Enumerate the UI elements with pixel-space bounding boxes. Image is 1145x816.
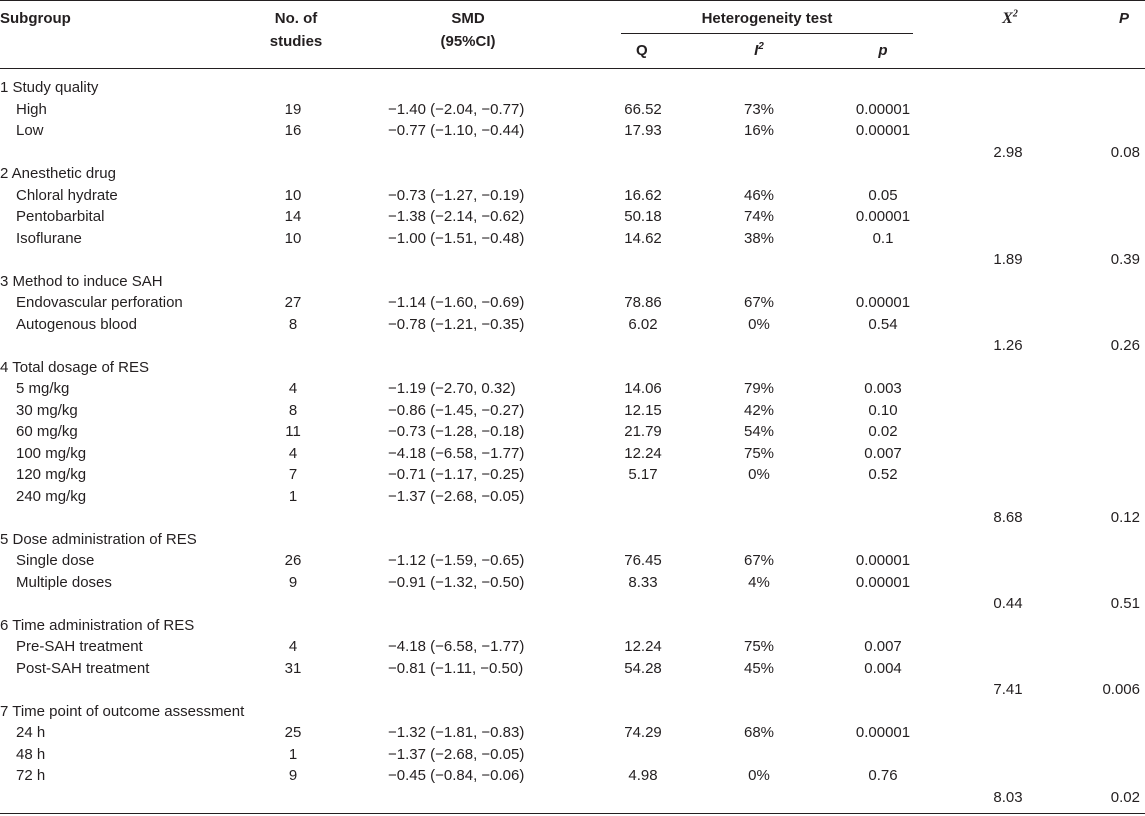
table-header <box>0 0 1145 68</box>
cell-smd: −1.37 (−2.68, −0.05) <box>388 745 525 763</box>
table-bottom-rule <box>0 813 1145 814</box>
cell-studies: 9 <box>288 767 298 784</box>
cell-chi2: 1.26 <box>993 337 1023 354</box>
subgroup-label: Endovascular perforation <box>16 294 183 311</box>
table-row <box>0 638 1145 660</box>
cell-q: 12.24 <box>624 638 662 655</box>
cell-i2: 68% <box>743 724 775 741</box>
cell-studies: 10 <box>284 229 302 247</box>
subgroup-label: 48 h <box>16 745 46 763</box>
group-label: 6 Time administration of RES <box>0 616 195 634</box>
cell-studies: 4 <box>288 444 298 462</box>
cell-q: 50.18 <box>624 208 662 225</box>
cell-p: 0.00001 <box>855 100 911 118</box>
cell-studies: 1 <box>288 487 298 505</box>
cell-i2: 0% <box>748 315 770 333</box>
cell-q: 12.24 <box>624 444 662 462</box>
subgroup-label: Post-SAH treatment <box>16 659 150 677</box>
col-studies-header-line1: No. of <box>274 10 318 27</box>
cell-studies: 14 <box>284 208 302 225</box>
col-q-header: Q <box>636 42 648 59</box>
col-x2-header: $X^2$ <box>1002 8 1018 27</box>
cell-smd: −0.86 (−1.45, −0.27) <box>388 401 525 419</box>
table-row <box>0 122 1145 144</box>
table-row <box>0 101 1145 123</box>
subgroup-label: 72 h <box>16 767 46 784</box>
chi-square-row <box>0 595 1145 617</box>
cell-q: 54.28 <box>624 659 662 677</box>
cell-i2: 45% <box>743 659 775 677</box>
cell-studies: 31 <box>284 659 302 677</box>
cell-q: 8.33 <box>628 573 658 591</box>
cell-studies: 26 <box>284 552 302 569</box>
cell-studies: 27 <box>284 294 302 311</box>
col-heterogeneity-header: Heterogeneity test <box>701 10 833 27</box>
col-smd-header-line1: SMD <box>451 10 485 27</box>
cell-smd: −0.91 (−1.32, −0.50) <box>388 573 525 591</box>
cell-p: 0.10 <box>868 401 898 419</box>
cell-smd: −1.14 (−1.60, −0.69) <box>388 294 525 311</box>
cell-smd: −1.38 (−2.14, −0.62) <box>388 208 525 225</box>
col-smd-header-line2: (95%CI) <box>440 33 496 50</box>
cell-p: 0.003 <box>864 380 902 397</box>
cell-P: 0.51 <box>1110 595 1140 612</box>
subgroup-label: 100 mg/kg <box>16 444 87 462</box>
subgroup-label: 24 h <box>16 724 46 741</box>
cell-p: 0.007 <box>864 638 902 655</box>
table-row <box>0 466 1145 488</box>
cell-chi2: 8.68 <box>993 509 1023 526</box>
cell-studies: 10 <box>284 186 302 204</box>
cell-studies: 9 <box>288 573 298 591</box>
cell-smd: −0.45 (−0.84, −0.06) <box>388 767 525 784</box>
cell-p: 0.00001 <box>855 122 911 139</box>
cell-i2: 4% <box>748 573 770 591</box>
cell-P: 0.26 <box>1110 337 1140 354</box>
cell-smd: −1.40 (−2.04, −0.77) <box>388 100 525 118</box>
cell-studies: 8 <box>288 401 298 419</box>
cell-p: 0.00001 <box>855 724 911 741</box>
cell-q: 4.98 <box>628 767 658 784</box>
cell-smd: −1.19 (−2.70, 0.32) <box>388 380 516 397</box>
header-bottom-rule <box>0 68 1145 69</box>
cell-smd: −1.00 (−1.51, −0.48) <box>388 229 525 247</box>
cell-i2: 0% <box>748 767 770 784</box>
col-p-header: p <box>878 42 888 59</box>
cell-i2: 67% <box>743 552 775 569</box>
subgroup-label: 30 mg/kg <box>16 401 78 419</box>
cell-studies: 8 <box>288 315 298 333</box>
cell-studies: 25 <box>284 724 302 741</box>
subgroup-label: Multiple doses <box>16 573 112 591</box>
cell-i2: 46% <box>743 186 775 204</box>
table-row <box>0 316 1145 338</box>
cell-p: 0.00001 <box>855 294 911 311</box>
cell-q: 12.15 <box>624 401 662 419</box>
cell-q: 14.62 <box>624 229 662 247</box>
cell-smd: −0.81 (−1.11, −0.50) <box>388 659 524 677</box>
cell-i2: 75% <box>743 638 775 655</box>
cell-q: 66.52 <box>624 100 662 118</box>
group-label: 1 Study quality <box>0 79 99 96</box>
cell-studies: 11 <box>285 423 301 440</box>
cell-smd: −1.37 (−2.68, −0.05) <box>388 487 525 505</box>
table-row <box>0 574 1145 596</box>
table-row <box>0 423 1145 445</box>
subgroup-label: 240 mg/kg <box>16 487 87 505</box>
subgroup-label: Isoflurane <box>16 229 82 247</box>
cell-chi2: 2.98 <box>993 143 1023 161</box>
table-row <box>0 488 1145 510</box>
subgroup-label: Autogenous blood <box>16 315 137 333</box>
cell-smd: −0.71 (−1.17, −0.25) <box>388 466 525 483</box>
cell-P: 0.39 <box>1110 251 1140 268</box>
group-heading-row <box>0 359 1145 381</box>
table-row <box>0 445 1145 467</box>
cell-smd: −0.73 (−1.27, −0.19) <box>388 186 525 204</box>
cell-p: 0.004 <box>864 659 902 677</box>
cell-p: 0.76 <box>868 767 898 784</box>
group-label: 4 Total dosage of RES <box>0 358 149 376</box>
table-row <box>0 746 1145 768</box>
cell-P: 0.02 <box>1110 788 1140 806</box>
cell-chi2: 8.03 <box>993 788 1023 806</box>
cell-q: 78.86 <box>624 294 662 311</box>
cell-P: 0.12 <box>1110 509 1140 526</box>
subgroup-label: 120 mg/kg <box>16 466 87 483</box>
table-row <box>0 724 1145 746</box>
cell-p: 0.00001 <box>855 573 911 591</box>
table-row <box>0 767 1145 789</box>
cell-i2: 75% <box>743 444 775 462</box>
col-i2-header: $I^2$ <box>754 41 764 59</box>
cell-q: 14.06 <box>624 380 662 397</box>
cell-smd: −4.18 (−6.58, −1.77) <box>388 444 525 462</box>
cell-studies: 4 <box>288 638 298 655</box>
cell-chi2: 0.44 <box>993 595 1023 612</box>
cell-smd: −1.32 (−1.81, −0.83) <box>388 724 525 741</box>
chi-square-row <box>0 681 1145 703</box>
cell-i2: 0% <box>748 466 770 483</box>
subgroup-label: Chloral hydrate <box>16 186 118 204</box>
cell-p: 0.00001 <box>855 552 911 569</box>
cell-p: 0.52 <box>868 466 898 483</box>
cell-studies: 1 <box>288 745 298 763</box>
table-row <box>0 402 1145 424</box>
cell-studies: 16 <box>284 122 302 139</box>
table-row <box>0 294 1145 316</box>
group-label: 5 Dose administration of RES <box>0 530 197 548</box>
table-row <box>0 552 1145 574</box>
cell-q: 5.17 <box>628 466 658 483</box>
cell-p: 0.00001 <box>855 208 911 225</box>
subgroup-label: Pentobarbital <box>16 208 105 225</box>
table-row <box>0 380 1145 402</box>
group-heading-row <box>0 273 1145 295</box>
subgroup-label: 5 mg/kg <box>16 380 70 397</box>
col-P-header: P <box>1118 10 1130 27</box>
subgroup-label: 60 mg/kg <box>16 423 78 440</box>
group-heading-row <box>0 617 1145 639</box>
cell-i2: 73% <box>743 100 775 118</box>
chi-square-row <box>0 144 1145 166</box>
cell-p: 0.05 <box>868 186 898 204</box>
cell-p: 0.02 <box>868 423 898 440</box>
cell-q: 21.79 <box>624 423 662 440</box>
cell-p: 0.54 <box>868 315 898 333</box>
chi-square-row <box>0 509 1145 531</box>
cell-chi2: 1.89 <box>993 251 1023 268</box>
cell-smd: −0.77 (−1.10, −0.44) <box>388 122 525 139</box>
group-label: 3 Method to induce SAH <box>0 272 163 290</box>
cell-studies: 7 <box>288 466 298 483</box>
cell-i2: 54% <box>743 423 775 440</box>
subgroup-label: Single dose <box>16 552 95 569</box>
cell-P: 0.006 <box>1102 681 1140 698</box>
cell-i2: 67% <box>743 294 775 311</box>
cell-smd: −1.12 (−1.59, −0.65) <box>388 552 525 569</box>
chi-square-row <box>0 337 1145 359</box>
cell-smd: −0.78 (−1.21, −0.35) <box>388 315 525 333</box>
cell-i2: 74% <box>743 208 775 225</box>
cell-i2: 38% <box>743 229 775 247</box>
cell-smd: −0.73 (−1.28, −0.18) <box>388 423 525 440</box>
cell-p: 0.1 <box>872 229 894 247</box>
group-heading-row <box>0 703 1145 725</box>
cell-q: 6.02 <box>628 315 658 333</box>
cell-q: 74.29 <box>624 724 662 741</box>
chi-square-row <box>0 789 1145 811</box>
group-label: 2 Anesthetic drug <box>0 165 116 182</box>
cell-studies: 4 <box>288 380 298 397</box>
subgroup-label: Pre-SAH treatment <box>16 638 143 655</box>
col-subgroup-header: Subgroup <box>0 10 71 27</box>
subgroup-label: Low <box>16 122 44 139</box>
table-row <box>0 187 1145 209</box>
group-heading-row <box>0 531 1145 553</box>
cell-q: 76.45 <box>624 552 662 569</box>
cell-P: 0.08 <box>1110 143 1140 161</box>
table-row <box>0 230 1145 252</box>
chi-square-row <box>0 251 1145 273</box>
cell-i2: 16% <box>743 122 775 139</box>
subgroup-label: High <box>16 100 47 118</box>
table-row <box>0 660 1145 682</box>
table-row <box>0 208 1145 230</box>
cell-p: 0.007 <box>864 444 902 462</box>
group-label: 7 Time point of outcome assessment <box>0 702 245 720</box>
cell-studies: 19 <box>284 100 302 118</box>
cell-i2: 79% <box>743 380 775 397</box>
cell-chi2: 7.41 <box>993 681 1023 698</box>
col-studies-header-line2: studies <box>269 33 323 50</box>
group-heading-row <box>0 165 1145 187</box>
cell-q: 16.62 <box>624 186 662 204</box>
cell-q: 17.93 <box>624 122 662 139</box>
cell-i2: 42% <box>743 401 775 419</box>
cell-smd: −4.18 (−6.58, −1.77) <box>388 638 525 655</box>
group-heading-row <box>0 79 1145 101</box>
